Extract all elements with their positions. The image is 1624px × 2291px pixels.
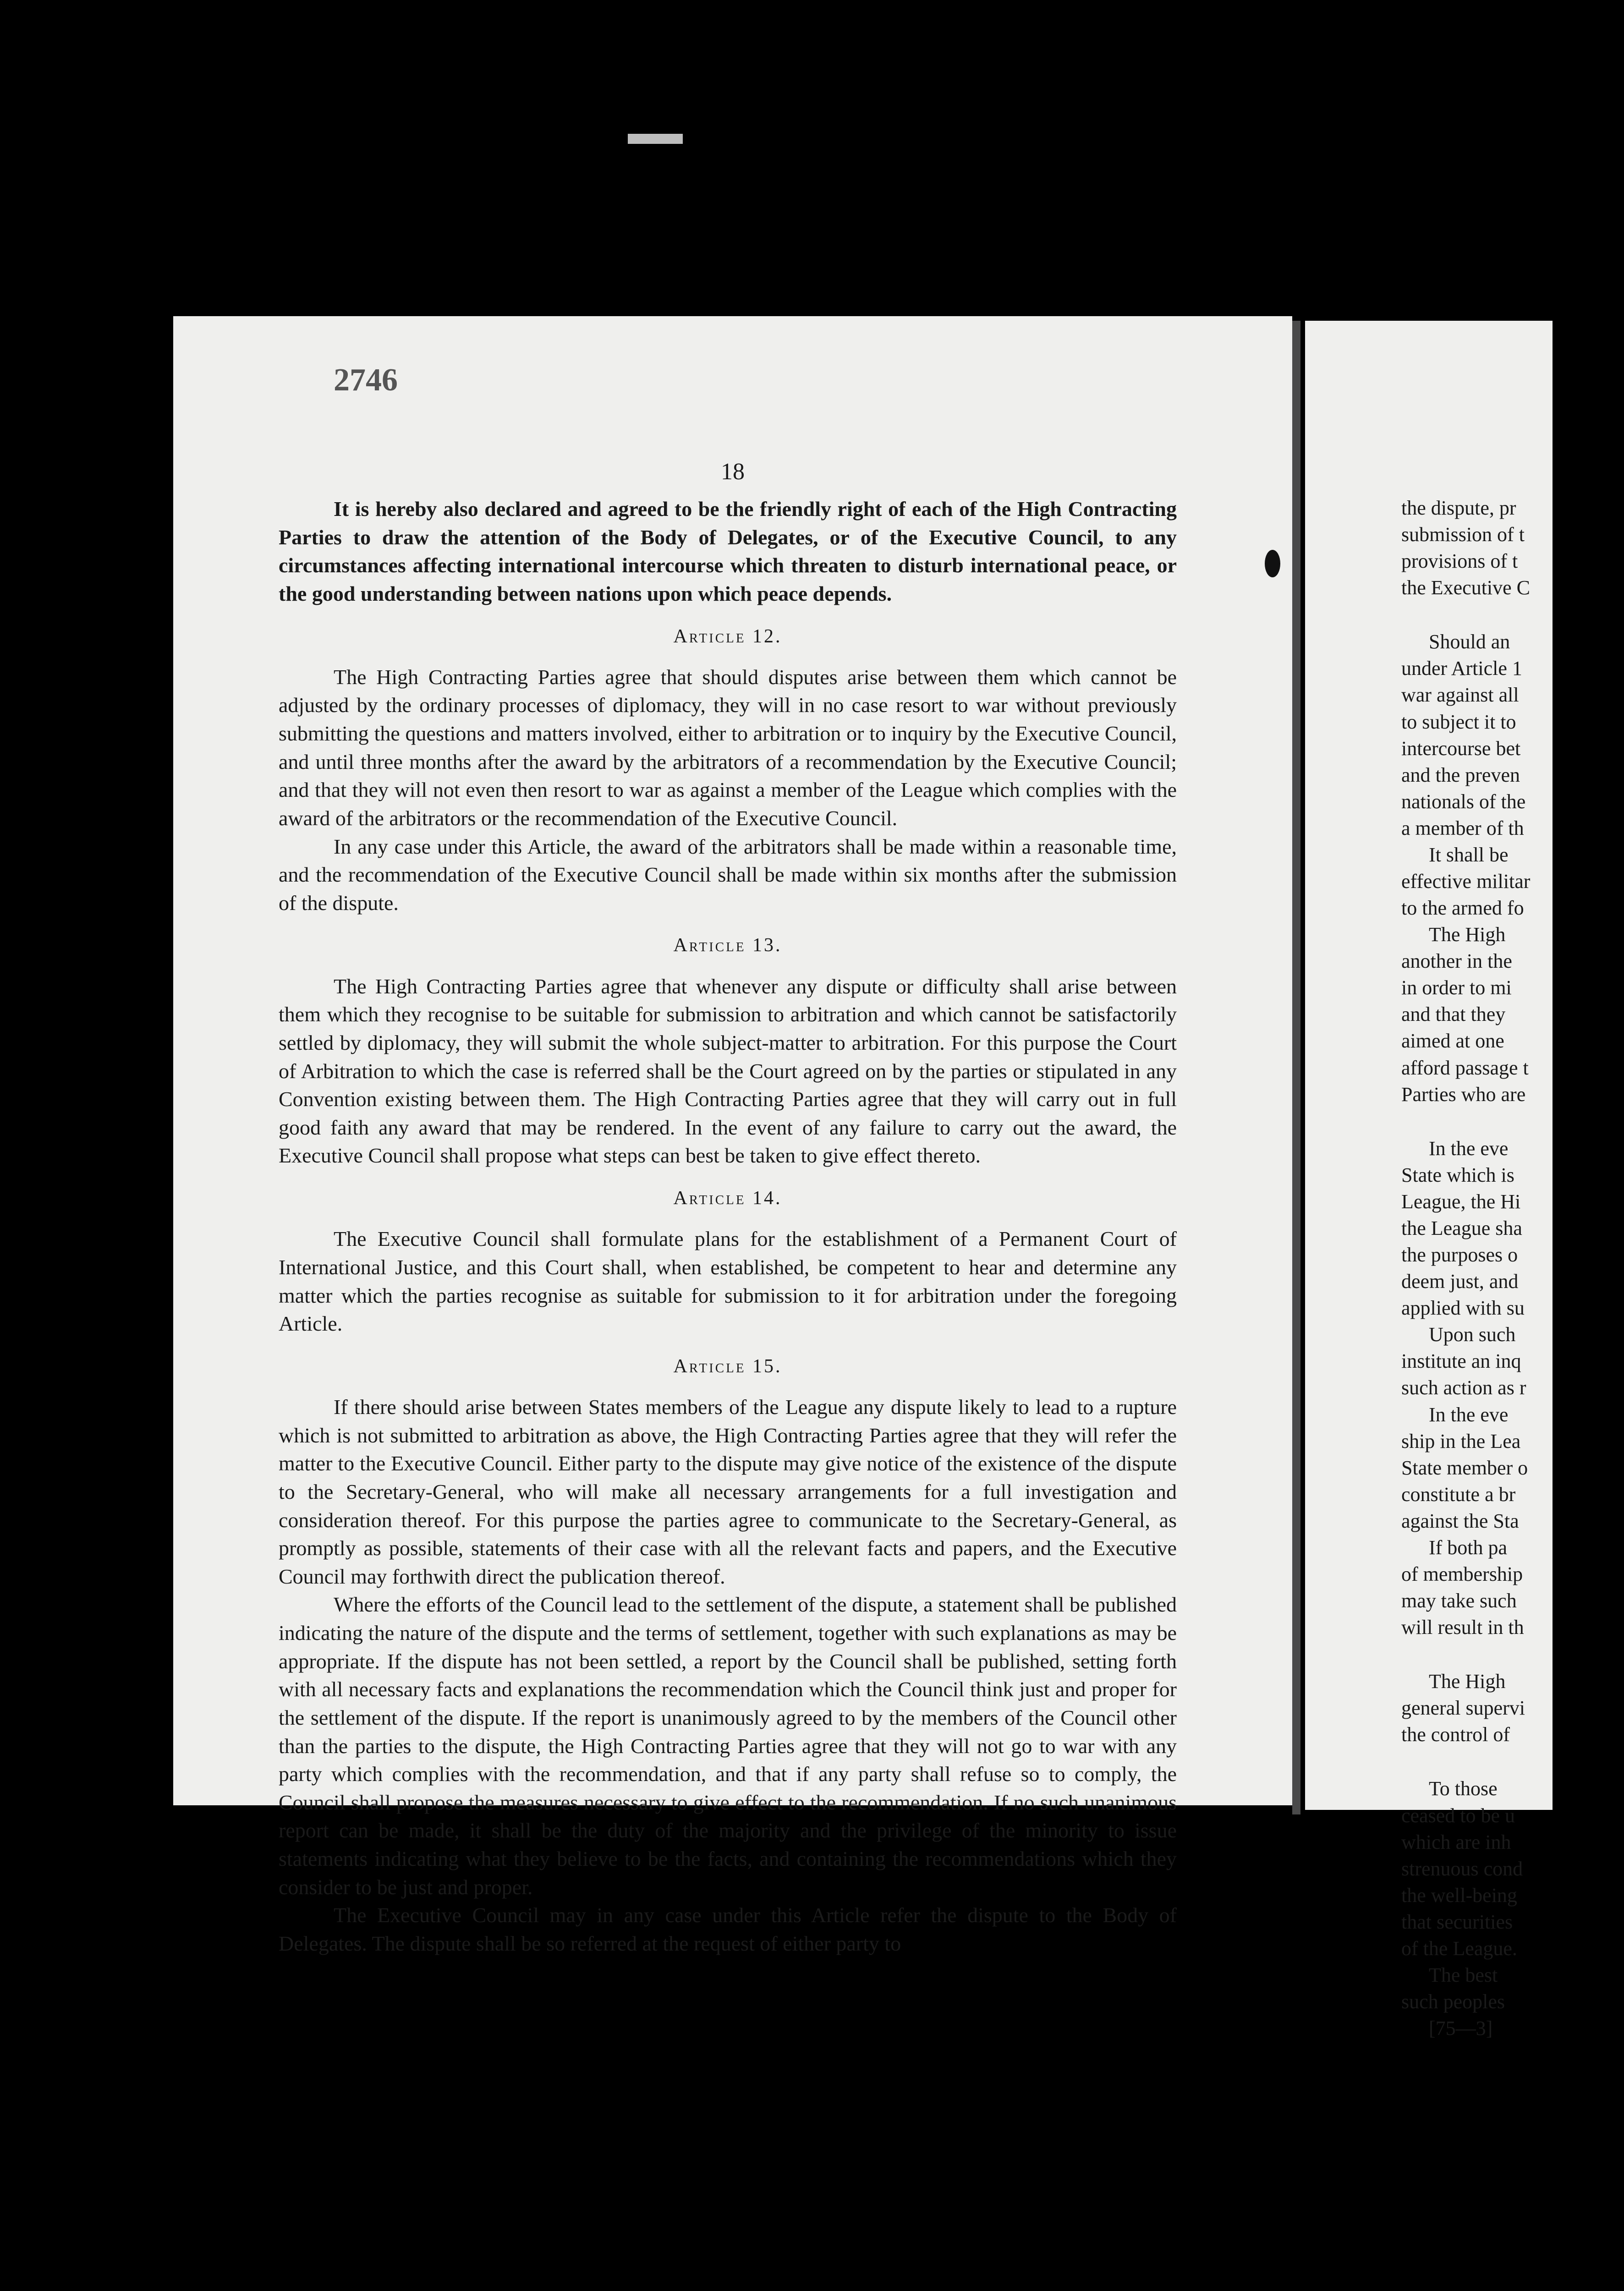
right-page-line: The High [1429,1670,1506,1693]
right-page-line: League, the Hi [1401,1190,1521,1213]
film-edge [1553,321,1624,1810]
right-page-line: aimed at one [1401,1030,1504,1052]
right-page-spacer [1401,1641,1557,1668]
right-page-line: war against all [1401,684,1519,707]
right-page-line: to subject it to [1401,710,1516,733]
article-13-heading: Article 13. [673,935,782,956]
right-page-line: deem just, and [1401,1270,1519,1293]
article-12-paragraph-2: In any case under this Article, the award of the arbitrators shall be made within a reasonable time, and the recommendation of the Executive Council shall be made within six months after the submission of the dispute. [279,834,1177,915]
right-page-line: State which is [1401,1163,1514,1186]
right-page-line: against the Sta [1401,1509,1519,1532]
right-page-line: the control of [1401,1723,1510,1746]
right-page-spacer [1401,1108,1557,1135]
right-page-line: another in the [1401,950,1512,973]
right-page-line: will result in th [1401,1616,1524,1639]
right-page-line: the dispute, pr [1401,497,1516,519]
folio-number: 18 [721,459,745,485]
right-page-line: of membership [1401,1562,1523,1585]
right-page-line: constitute a br [1401,1483,1516,1506]
right-page-line: such peoples [1401,1990,1505,2013]
article-12-heading: Article 12. [673,625,782,647]
right-page-line: afford passage t [1401,1056,1529,1079]
film-tab-mark [628,134,683,144]
right-page-line: under Article 1 [1401,657,1522,680]
right-page-line: general supervi [1401,1697,1525,1720]
right-page-line: ship in the Lea [1401,1430,1521,1452]
right-page-line: and that they [1401,1003,1506,1026]
punch-hole [1265,550,1280,577]
right-page-line: In the eve [1429,1403,1509,1426]
right-page-line: It shall be [1429,843,1509,866]
article-12-paragraph-1: The High Contracting Parties agree that should disputes arise between them which cannot be adjusted by the ordinary processes of diplomacy, they will in no case resort to war without previously submitting the questions and matters involved, either to arbitration or to inquiry by the Executive Council, and until three months after the award by the arbitrators of a recommendation by the Executive Council; and that they will not even then resort to war as against a member of the League which complies with the award of the arbitrators or the recommendation of the Executive Council. [279,665,1177,830]
right-page-line: ceased to be u [1401,1804,1515,1827]
article-14-paragraph-1: The Executive Council shall formulate plans for the establishment of a Permanent Court of International Justice, and this Court shall, when established, be competent to hear and determine any matter which the parties recognise as suitable for submission to it for arbitration under the foregoing Article. [279,1227,1177,1336]
right-page-line: strenuous cond [1401,1857,1523,1880]
right-page-line: The best [1429,1963,1498,1986]
right-page-line: nationals of the [1401,790,1526,813]
right-page-line: institute an inq [1401,1350,1521,1373]
right-page-line: provisions of t [1401,550,1518,573]
right-page-spacer [1401,1748,1557,1776]
right-page-line: the well-being [1401,1884,1517,1907]
article-14-heading: Article 14. [673,1188,782,1209]
right-page-line: to the armed fo [1401,897,1524,920]
right-page-line: the purposes o [1401,1244,1518,1266]
right-page-line: Should an [1429,630,1510,653]
right-page-line: If both pa [1429,1536,1508,1559]
right-page-line: that securities [1401,1910,1513,1933]
intro-paragraph: It is hereby also declared and agreed to be the friendly right of each of the High Contracting Parties to draw the attention of the Body of Delegates, or of the Executive Council, to any circumstances affecting international intercourse which threaten to disturb international peace, or the good understanding between nations upon which peace depends. [279,497,1177,605]
right-page-line: may take such [1401,1589,1517,1612]
right-page-line: Parties who are [1401,1083,1526,1106]
document-page-left [173,316,1292,1955]
right-page-line: [75—3] [1429,2017,1493,2040]
right-page-line: which are inh [1401,1831,1511,1853]
document-page-right [1305,321,1553,2040]
right-page-line: the Executive C [1401,576,1531,599]
right-page-line: To those [1429,1777,1498,1800]
right-page-text [1401,495,1557,2042]
article-15-paragraph-3: The Executive Council may in any case under this Article refer the dispute to the Body of Delegates. The dispute shall be so referred at the request of either party to [279,1903,1177,1955]
right-page-line: such action as r [1401,1376,1526,1399]
right-page-line: State member o [1401,1456,1528,1479]
right-page-line: the League sha [1401,1217,1522,1239]
right-page-line: submission of t [1401,523,1525,546]
article-15-paragraph-1: If there should arise between States members of the League any dispute likely to lead to a rupture which is not submitted to arbitration as above, the High Contracting Parties agree that they will refer the matter to the Executive Council. Either party to the dispute may give notice of the existence of the dispute to the Secretary-General, who will make all necessary arrangements for a full investigation and consideration thereof. For this purpose the parties agree to communicate to the Secretary-General, as promptly as possible, statements of their case with all the relevant facts and papers, and the Executive Council may forthwith direct the publication thereof. [279,1395,1177,1588]
right-page-line: in order to mi [1401,976,1512,999]
article-15-heading: Article 15. [673,1355,782,1377]
right-page-line: and the preven [1401,763,1520,786]
article-13-paragraph-1: The High Contracting Parties agree that whenever any dispute or difficulty shall arise between them which they recognise to be suitable for submission to arbitration and which cannot be satisfactorily settled by diplomacy, they will submit the whole subject-matter to arbitration. For this purpose the Court of Arbitration to which the case is referred shall be the Court agreed on by the parties or stipulated in any Convention existing between them. The High Contracting Parties agree that they will carry out in full good faith any award that may be rendered. In the event of any failure to carry out the award, the Executive Council shall propose what steps can best be taken to give effect thereto. [279,974,1177,1167]
right-page-line: In the eve [1429,1137,1509,1160]
page-body [279,495,1177,1958]
right-page-line: intercourse bet [1401,737,1521,760]
article-15-paragraph-2: Where the efforts of the Council lead to the settlement of the dispute, a statement shall be published indicating the nature of the dispute and the terms of settlement, together with such explanations as may be appropriate. If the dispute has not been settled, a report by the Council shall be published, setting forth with all necessary facts and explanations the recommendation which the Council think just and proper for the settlement of the dispute. If the report is unanimously agreed to by the members of the Council other than the parties to the dispute, the High Contracting Parties agree that they will not go to war with any party which complies with the recommendation, and that if any party shall refuse so to comply, the Council shall propose the measures necessary to give effect to the recommendation. If no such unanimous report can be made, it shall be the duty of the majority and the privilege of the minority to issue statements indicating what they believe to be the facts, and containing the recommendations which they consider to be just and proper. [279,1593,1177,1899]
right-page-line: Upon such [1429,1323,1516,1346]
page-gutter [1292,321,1300,1814]
right-page-line: of the League. [1401,1937,1517,1960]
right-page-line: a member of th [1401,817,1524,839]
stamp-number: 2746 [334,362,398,398]
right-page-spacer [1401,601,1557,629]
right-page-line: applied with su [1401,1297,1525,1320]
right-page-line: effective militar [1401,870,1531,893]
right-page-line: The High [1429,923,1506,946]
